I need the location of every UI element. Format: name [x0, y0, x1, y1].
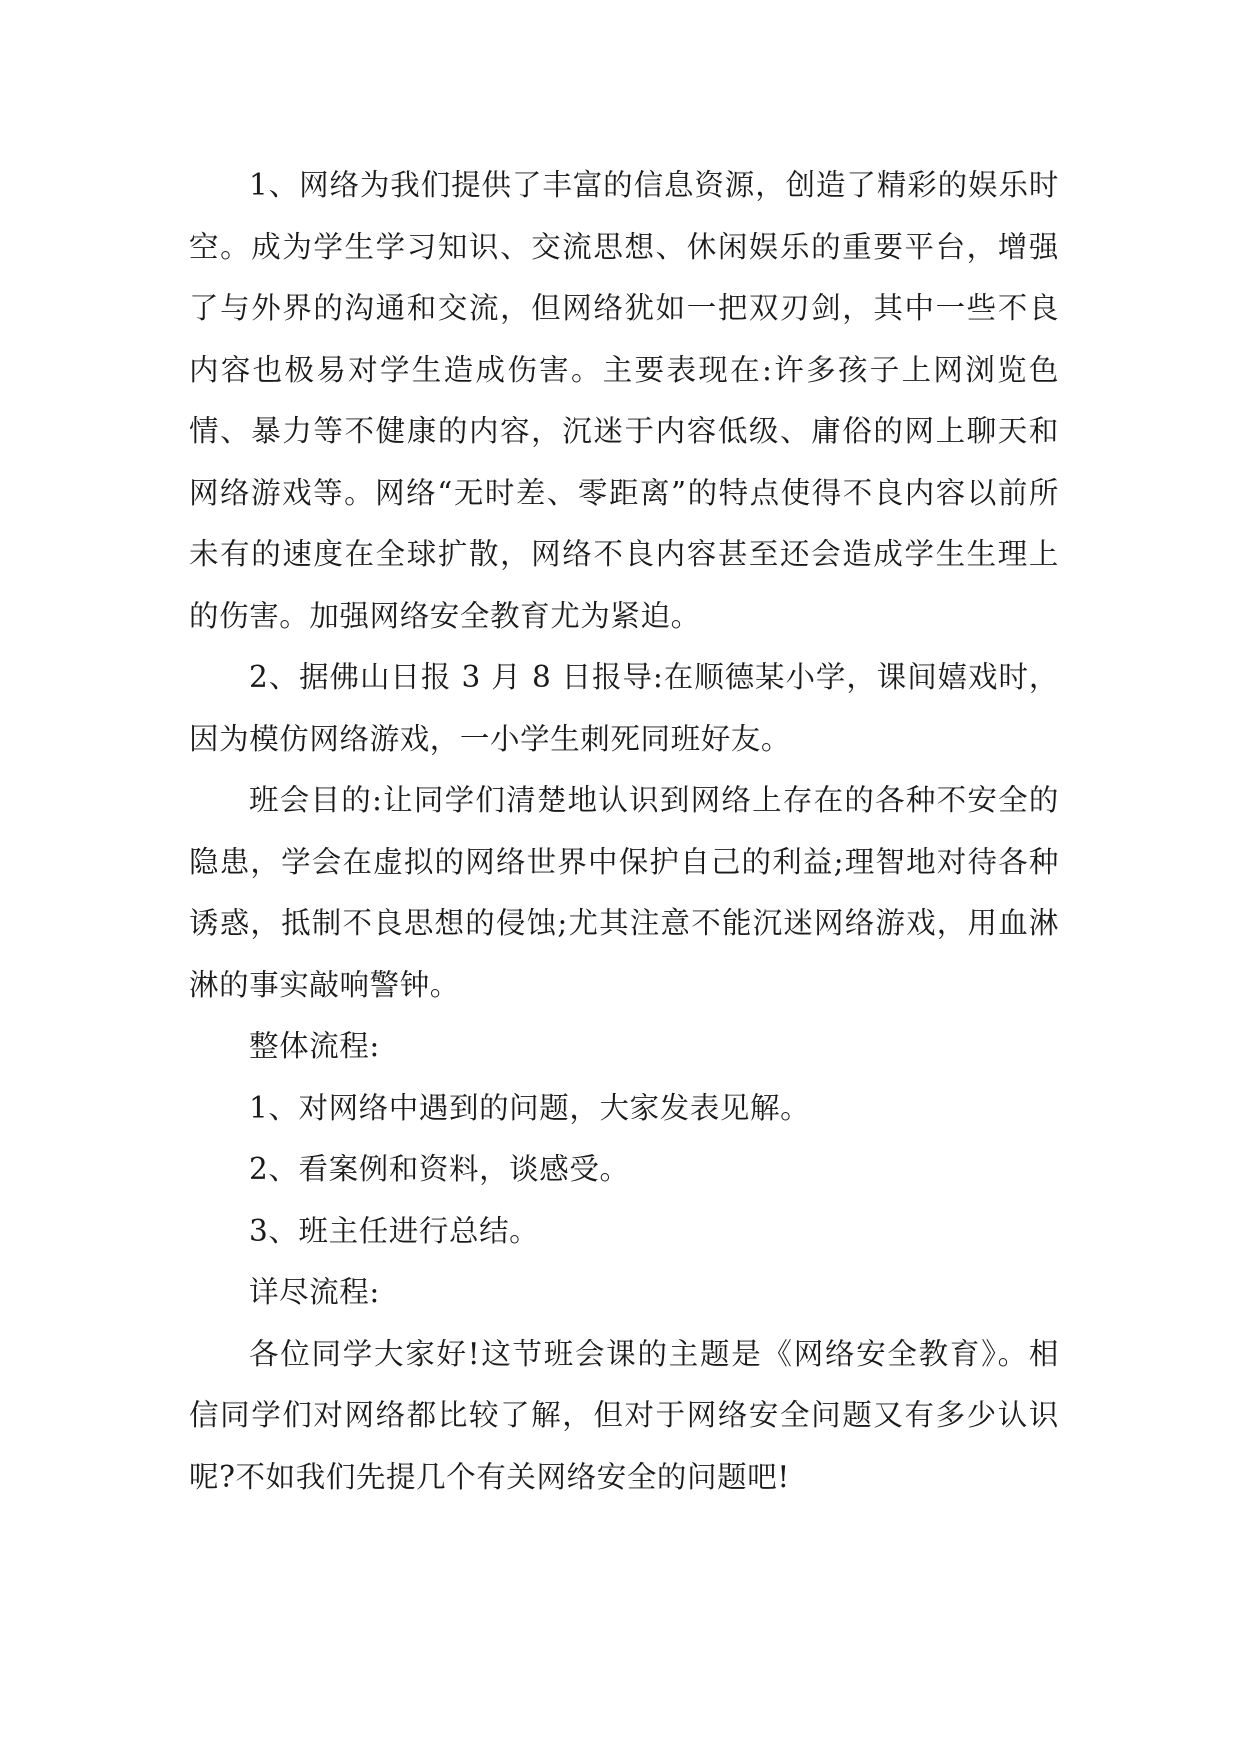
paragraph-news-report: 2、据佛山日报 3 月 8 日报导:在顺德某小学，课间嬉戏时，因为模仿网络游戏，一小学生刺死同班好友。 — [189, 660, 1059, 756]
document-body — [189, 155, 1059, 1508]
list-item-process-1: 1、对网络中遇到的问题，大家发表见解。 — [249, 1090, 811, 1125]
heading-detailed-process: 详尽流程: — [249, 1275, 380, 1309]
list-item-process-3: 3、班主任进行总结。 — [249, 1213, 540, 1248]
heading-overall-process: 整体流程: — [249, 1029, 380, 1063]
paragraph-intro-network-resources: 1、网络为我们提供了丰富的信息资源，创造了精彩的娱乐时空。成为学生学习知识、交流思想、休闲娱乐的重要平台，增强了与外界的沟通和交流，但网络犹如一把双刃剑，其中一些不良内容也极易对学生造成伤害。主要表现在:许多孩子上网浏览色情、暴力等不健康的内容，沉迷于内容低级、庸俗的网上聊天和网络游戏等。网络“无时差、零距离”的特点使得不良内容以前所未有的速度在全球扩散，网络不良内容甚至还会造成学生生理上的伤害。加强网络安全教育尤为紧迫。 — [189, 168, 1059, 633]
paragraph-class-meeting-purpose: 班会目的:让同学们清楚地认识到网络上存在的各种不安全的隐患，学会在虚拟的网络世界中保护自己的利益;理智地对待各种诱惑，抵制不良思想的侵蚀;尤其注意不能沉迷网络游戏，用血淋淋的事实敲响警钟。 — [189, 783, 1059, 1002]
list-item-process-2: 2、看案例和资料，谈感受。 — [249, 1152, 630, 1186]
paragraph-opening-speech: 各位同学大家好!这节班会课的主题是《网络安全教育》。相信同学们对网络都比较了解，但对于网络安全问题又有多少认识呢?不如我们先提几个有关网络安全的问题吧! — [189, 1336, 1059, 1494]
